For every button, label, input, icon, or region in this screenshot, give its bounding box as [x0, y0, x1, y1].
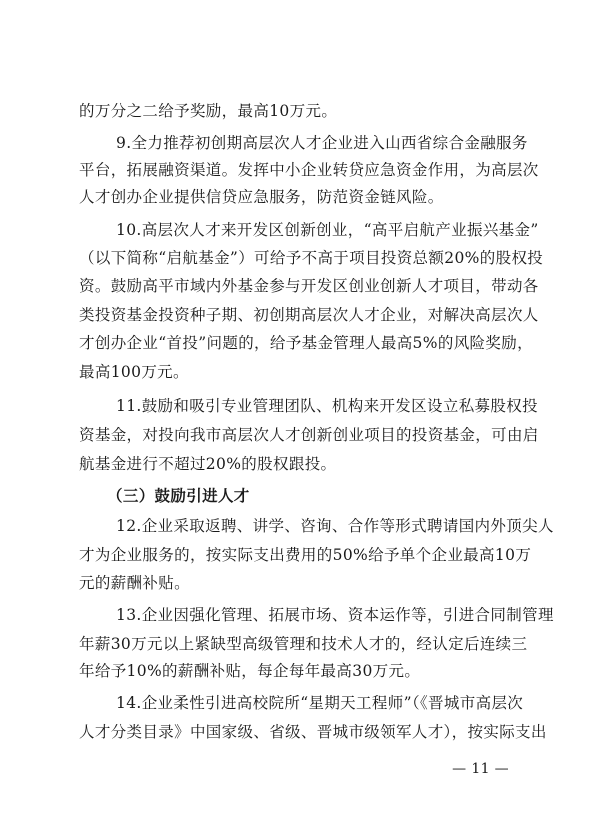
item-13-line-1: 13.企业因强化管理、拓展市场、资本运作等，引进合同制管理 — [116, 606, 554, 624]
item-9-line-3: 人才创办企业提供信贷应急服务，防范资金链风险。 — [79, 188, 444, 206]
item-9-line-1: 9.全力推荐初创期高层次人才企业进入山西省综合金融服务 — [116, 134, 528, 152]
item-12-line-3: 元的薪酬补贴。 — [79, 574, 190, 592]
item-13-line-2: 年薪30万元以上紧缺型高级管理和技术人才的，经认定后连续三 — [79, 635, 528, 653]
text-line-1: 的万分之二给予奖励，最高10万元。 — [79, 102, 338, 120]
item-10-line-6: 最高100万元。 — [79, 363, 189, 381]
item-14-line-1: 14.企业柔性引进高校院所“星期天工程师”（《晋城市高层次 — [116, 694, 524, 712]
section-heading: （三）鼓励引进人才 — [107, 486, 250, 505]
item-12-line-2: 才为企业服务的，按实际支出费用的50%给予单个企业最高10万 — [79, 546, 532, 564]
item-11-line-3: 航基金进行不超过20%的股权跟投。 — [79, 455, 337, 473]
item-9-line-2: 平台，拓展融资渠道。发挥中小企业转贷应急资金作用，为高层次 — [79, 161, 539, 179]
item-13-line-3: 年给予10%的薪酬补贴，每企每年最高30万元。 — [79, 662, 421, 680]
item-11-line-2: 资基金，对投向我市高层次人才创新创业项目的投资基金，可由启 — [79, 426, 539, 444]
item-11-line-1: 11.鼓励和吸引专业管理团队、机构来开发区设立私募股权投 — [116, 397, 538, 415]
page-number: — 11 — — [452, 761, 509, 777]
item-12-line-1: 12.企业采取返聘、讲学、咨询、合作等形式聘请国内外顶尖人 — [116, 517, 554, 535]
item-10-line-3: 资。鼓励高平市域内外基金参与开发区创业创新人才项目，带动各 — [79, 277, 539, 295]
item-10-line-2: （以下简称“启航基金”）可给予不高于项目投资总额20%的股权投 — [79, 249, 544, 267]
item-10-line-5: 才创办企业“首投”问题的，给予基金管理人最高5%的风险奖励， — [79, 334, 533, 352]
item-10-line-4: 类投资基金投资种子期、初创期高层次人才企业，对解决高层次人 — [79, 306, 539, 324]
item-10-line-1: 10.高层次人才来开发区创新创业，“高平启航产业振兴基金” — [116, 221, 539, 239]
item-14-line-2: 人才分类目录》中国家级、省级、晋城市级领军人才），按实际支出 — [79, 723, 547, 741]
